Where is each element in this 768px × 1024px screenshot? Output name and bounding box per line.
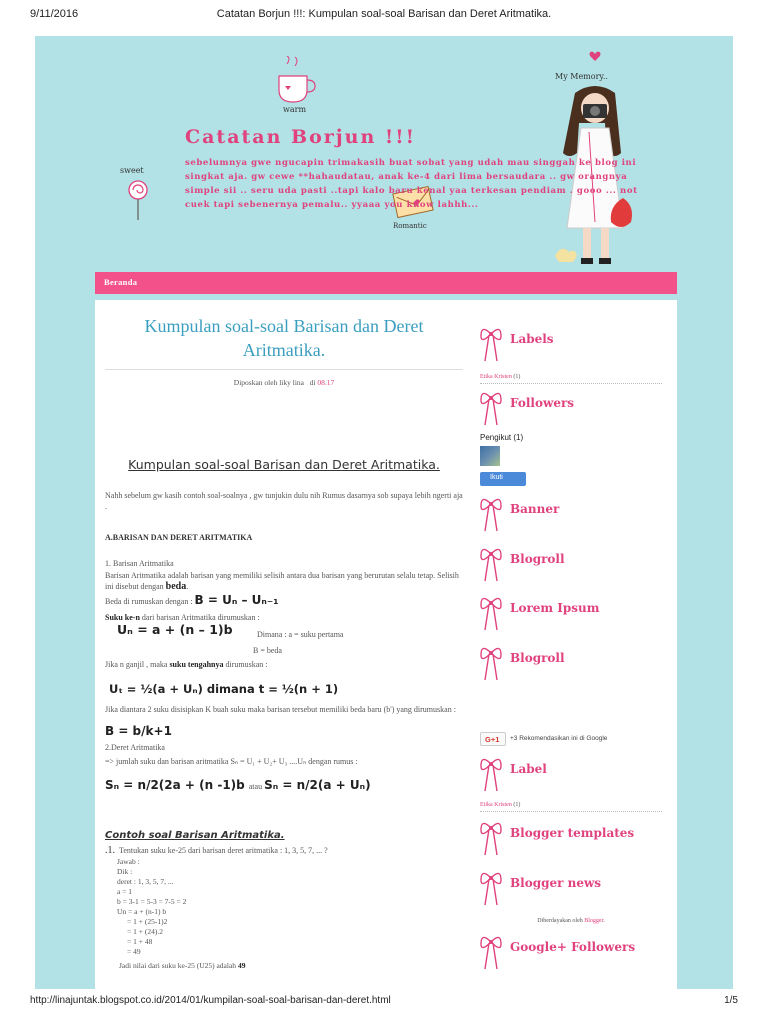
nav-home-link[interactable]: Beranda — [104, 277, 138, 287]
label-item-2 — [480, 802, 520, 808]
b-new-formula: B = b/k+1 — [105, 724, 172, 738]
sub-heading-1: 1. Barisan Aritmatika — [105, 559, 174, 568]
post-heading: Kumpulan soal-soal Barisan dan Deret Aritmatika. — [128, 457, 440, 472]
sn-formula-2: Sₙ = n/2(a + Uₙ) — [264, 778, 371, 792]
blog-page — [35, 36, 733, 989]
ganjil-bold: suku tengahnya — [169, 660, 224, 669]
sub-heading-2: 2.Deret Aritmatika — [105, 743, 165, 752]
suku-ke-n-rest: dari barisan Aritmatika dirumuskan : — [141, 613, 260, 622]
widget-title-followers: Followers — [510, 396, 575, 410]
divider — [480, 811, 662, 812]
ut-formula: Uₜ = ½(a + Uₙ) dimana t = ½(n + 1) — [109, 682, 339, 696]
widget-title-blogroll-2: Blogroll — [510, 651, 565, 665]
print-page-number: 1/5 — [724, 995, 738, 1006]
solution-line: Jawab : — [117, 857, 140, 866]
content-area — [95, 300, 677, 989]
powered-suffix: . — [603, 918, 605, 924]
powered-by — [480, 918, 662, 924]
follower-avatar[interactable] — [480, 446, 500, 466]
print-footer — [0, 995, 768, 1011]
print-url: http://linajuntak.blogspot.co.id/2014/01/kumpilan-soal-soal-barisan-dan-deret.html — [30, 995, 391, 1006]
question-1-text: Tentukan suku ke-25 dari barisan deret aritmatika : 1, 3, 5, 7, ... ? — [119, 846, 328, 855]
followers-count: Pengikut (1) — [480, 433, 524, 442]
powered-prefix: Diberdayakan oleh — [537, 918, 583, 924]
widget-title-google-followers: Google+ Followers — [510, 940, 636, 954]
widget-title-templates: Blogger templates — [510, 826, 635, 840]
ribbon-bow-icon — [480, 756, 502, 792]
solution-line: a = 1 — [117, 887, 133, 896]
widget-title-blogroll: Blogroll — [510, 552, 565, 566]
widget-title-lorem: Lorem Ipsum — [510, 601, 600, 615]
b-beda-text: B = beda — [253, 646, 282, 655]
dimana-text: Dimana : a = suku pertama — [257, 630, 344, 639]
label-item-2-count: (1) — [513, 802, 521, 808]
question-1-number: .1. — [105, 845, 115, 856]
post-meta — [105, 378, 463, 387]
ribbon-bow-icon — [480, 496, 502, 532]
follow-button[interactable]: Ikuti — [480, 472, 526, 486]
lolly-label: sweet — [120, 166, 144, 175]
conclusion-line — [119, 960, 245, 971]
label-item-2-link[interactable]: Etika Kristen — [480, 802, 512, 808]
widget-title-labels: Labels — [510, 332, 554, 346]
blog-title[interactable]: Catatan Borjun !!! — [185, 126, 416, 148]
widget-title-banner: Banner — [510, 502, 560, 516]
label-item-count: (1) — [513, 374, 521, 380]
definition-text: Barisan Aritmatika adalah barisan yang memiliki selisih antara dua barisan yang berurutan selalu tetap. Selisih ini disebut dengan beda. — [105, 571, 459, 592]
lollipop-icon — [120, 164, 156, 222]
atau-text: atau — [248, 782, 263, 791]
ganjil-suffix: dirumuskan : — [225, 660, 268, 669]
intro-text: Nahh sebelum gw kasih contoh soal-soalnya , gw tunjukin dulu nih Rumus dasarnya sob supaya lebih ngerti aja . — [105, 491, 463, 511]
contoh-heading: Contoh soal Barisan Aritmatika. — [105, 830, 285, 841]
deret-rumus-text: => jumlah suku dan barisan aritmatika Sₙ = U₁ + U₂+ U₃ ....Uₙ dengan rumus : — [105, 757, 358, 766]
divider — [105, 369, 463, 370]
solution-block — [117, 857, 186, 957]
ribbon-bow-icon — [480, 645, 502, 681]
label-item-link[interactable]: Etika Kristen — [480, 374, 512, 380]
beda-formula: B = Uₙ – Uₙ₋₁ — [194, 593, 279, 607]
ganjil-line — [105, 659, 267, 670]
definition-body: Barisan Aritmatika adalah barisan yang memiliki selisih antara dua barisan yang berurutan selalu tetap. Selisih ini disebut dengan — [105, 571, 459, 591]
solution-line: deret : 1, 3, 5, 7, ... — [117, 877, 174, 886]
envelope-label: Romantic — [393, 222, 427, 230]
label-item — [480, 374, 520, 380]
conclusion-text: Jadi nilai dari suku ke-25 (U25) adalah — [119, 961, 237, 970]
divider — [480, 383, 662, 384]
post-title[interactable]: Kumpulan soal-soal Barisan dan Deret Aritmatika. — [144, 316, 424, 360]
print-title: Catatan Borjun !!!: Kumpulan soal-soal Barisan dan Deret Aritmatika. — [216, 8, 552, 20]
section-a-heading: A.BARISAN DAN DERET ARITMATIKA — [105, 533, 253, 542]
print-date: 9/11/2016 — [30, 8, 79, 20]
widget-title-news: Blogger news — [510, 876, 602, 890]
solution-line: b = 3-1 = 5-3 = 7-5 = 2 — [117, 897, 187, 906]
print-header — [0, 8, 768, 24]
nav-bar — [95, 272, 677, 294]
solution-line: Dik : — [117, 867, 133, 876]
question-1 — [105, 845, 328, 856]
ribbon-bow-icon — [480, 326, 502, 362]
google-plus-button[interactable]: G+1 — [480, 732, 506, 746]
conclusion-bold: 49 — [237, 961, 246, 970]
beda-line — [105, 595, 278, 607]
definition-bold: beda — [165, 581, 187, 592]
ribbon-bow-icon — [480, 934, 502, 970]
ribbon-bow-icon — [480, 390, 502, 426]
un-formula: Uₙ = a + (n – 1)b — [117, 622, 233, 637]
sn-formula-1: Sₙ = n/2(2a + (n -1)b — [105, 778, 245, 792]
solution-line: = 1 + (24).2 — [127, 927, 163, 936]
memory-label: My Memory.. — [555, 72, 608, 81]
suku-ke-n-bold: Suku ke-n — [105, 613, 140, 622]
ribbon-bow-icon — [480, 870, 502, 906]
widget-title-label: Label — [510, 762, 547, 776]
solution-line: = 49 — [127, 947, 141, 956]
coffee-cup-icon — [275, 56, 317, 116]
ganjil-prefix: Jika n ganjil , maka — [105, 660, 168, 669]
solution-line: = 1 + 48 — [127, 937, 153, 946]
sisip-text: Jika diantara 2 suku disisipkan K buah suku maka barisan tersebut memiliki beda baru (b') yang dirumuskan : — [105, 705, 456, 714]
blog-description: sebelumnya gwe ngucapin trimakasih buat sobat yang udah mau singgah ke blog ini singkat aja. gw cewe **hahaudatau, anak ke-4 dari lima bersaudara .. gw orangnya simple sii .. seru uda pasti ..tapi kalo baru kenal yaa terkesan pendiam . gooo ... not cuek tapi sebenernya pemalu.. yyaaa you know lahhh... — [185, 158, 638, 210]
ribbon-bow-icon — [480, 820, 502, 856]
post-at: di — [309, 378, 316, 387]
ribbon-bow-icon — [480, 546, 502, 582]
google-plus-count: +3 Rekomendasikan ini di Google — [510, 735, 608, 742]
beda-prefix: Beda di rumuskan dengan : — [105, 597, 193, 606]
solution-line: = 1 + (25-1)2 — [127, 917, 168, 926]
post-author: Diposkan oleh liky lina — [233, 378, 304, 387]
sn-formula-line — [105, 780, 371, 792]
ribbon-bow-icon — [480, 595, 502, 631]
solution-line: Un = a + (n-1) b — [117, 907, 167, 916]
cup-label: warm — [283, 105, 307, 114]
post-time-link[interactable]: 08.17 — [317, 378, 335, 387]
blogger-link[interactable]: Blogger — [584, 918, 604, 924]
